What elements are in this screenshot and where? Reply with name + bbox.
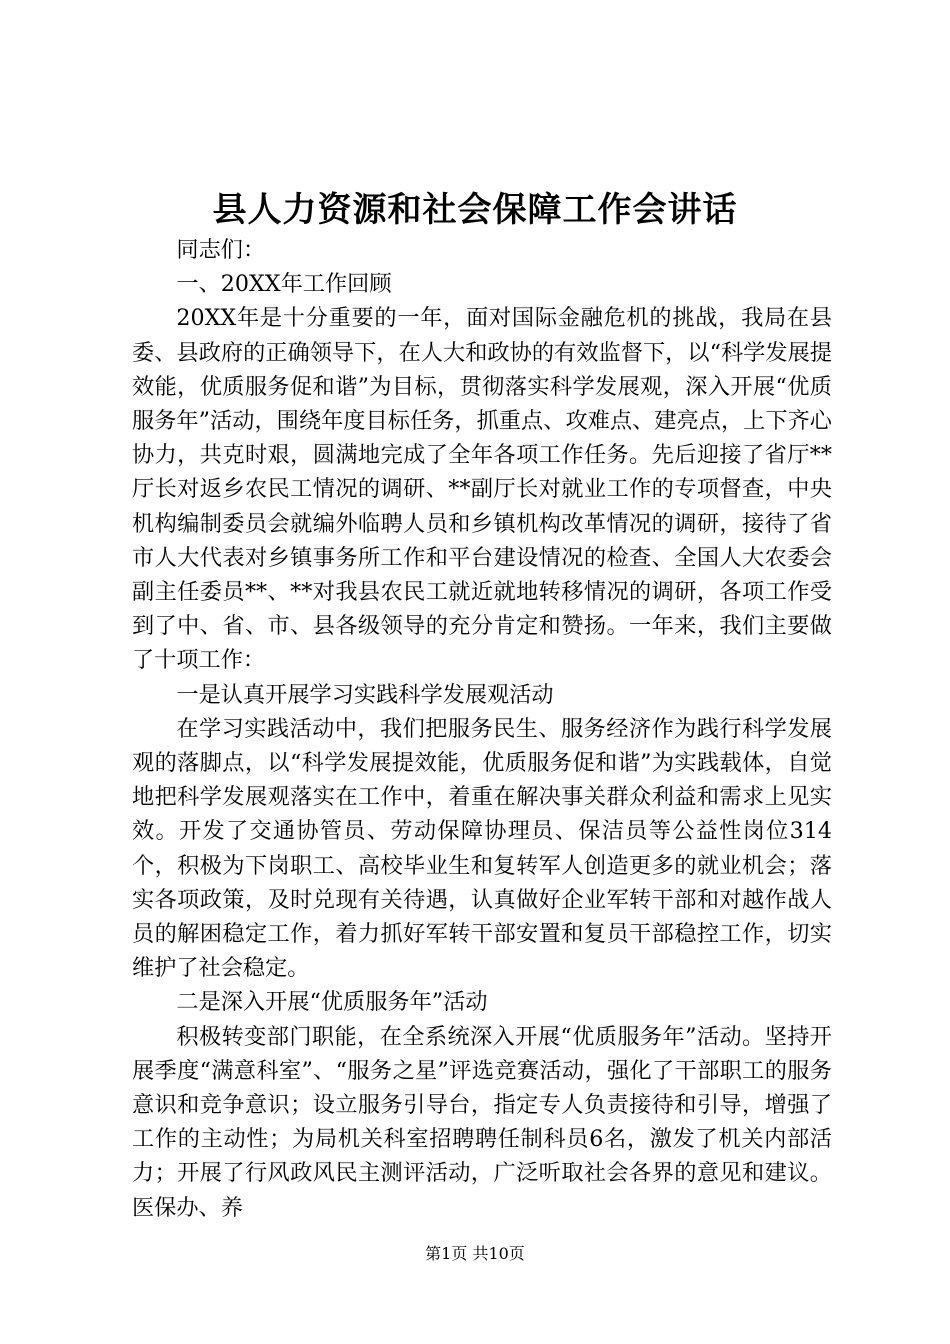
salutation: 同志们： [176, 237, 266, 263]
body-paragraph: 在学习实践活动中，我们把服务民生、服务经济作为践行科学发展观的落脚点，以“科学发展提效能，优质服务促和谐”为实践载体，自觉地把科学发展观落实在工作中，着重在解决事关群众利益和需求上见实效。开发了交通协管员、劳动保障协理员、保洁员等公益性岗位314个，积极为下岗职工、高校毕业生和复转军人创造更多的就业机会；落实各项政策，及时兑现有关待遇，认真做好企业军转干部和对越作战人员的解困稳定工作，着力抓好军转干部安置和复员干部稳控工作，切实维护了社会稳定。 [132, 715, 832, 982]
subsection-heading: 一是认真开展学习实践科学发展观活动 [176, 681, 554, 708]
subsection-heading: 二是深入开展“优质服务年”活动 [176, 989, 488, 1016]
document-body [132, 233, 832, 1225]
body-paragraph: 积极转变部门职能，在全系统深入开展“优质服务年”活动。坚持开展季度“满意科室”、“服务之星”评选竞赛活动，强化了干部职工的服务意识和竞争意识；设立服务引导台，指定专人负责接待和引导，增强了工作的主动性；为局机关科室招聘聘任制科员6名，激发了机关内部活力；开展了行风政风民主测评活动，广泛听取社会各界的意见和建议。医保办、养 [132, 1023, 832, 1221]
section-heading: 一、20XX年工作回顾 [176, 271, 392, 298]
document-title: 县人力资源和社会保障工作会讲话 [212, 190, 738, 230]
body-paragraph: 20XX年是十分重要的一年，面对国际金融危机的挑战，我局在县委、县政府的正确领导下，在人大和政协的有效监督下，以“科学发展提效能，优质服务促和谐”为目标，贯彻落实科学发展观，深入开展“优质服务年”活动，围绕年度目标任务，抓重点、攻难点、建亮点，上下齐心协力，共克时艰，圆满地完成了全年各项工作任务。先后迎接了省厅**厅长对返乡农民工情况的调研、**副厅长对就业工作的专项督查，中央机构编制委员会就编外临聘人员和乡镇机构改革情况的调研，接待了省市人大代表对乡镇事务所工作和平台建设情况的检查、全国人大农委会副主任委员**、**对我县农民工就近就地转移情况的调研，各项工作受到了中、省、市、县各级领导的充分肯定和赞扬。一年来，我们主要做了十项工作： [132, 305, 832, 674]
page-number: 第1页 共10页 [425, 1244, 525, 1263]
